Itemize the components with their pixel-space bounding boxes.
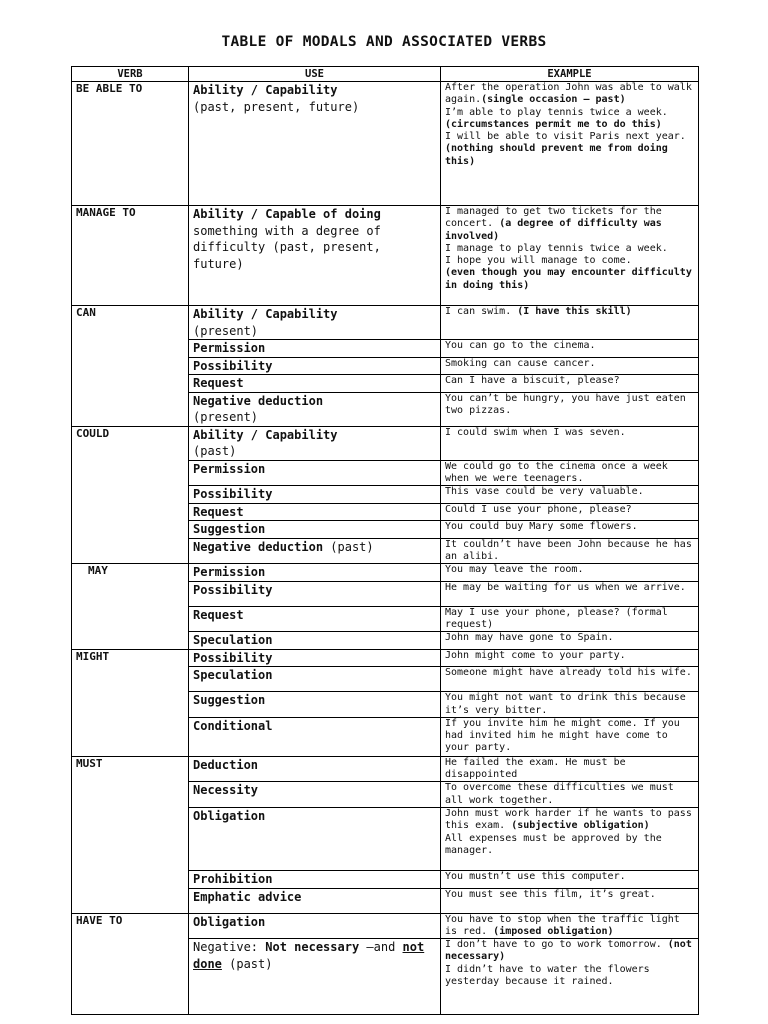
example-text: I’m able to play tennis twice a week. [445, 106, 668, 118]
use-label: Possibility [193, 582, 273, 597]
example-text: To overcome these difficulties we must all work together. [445, 782, 674, 806]
use-label: Suggestion [193, 693, 266, 708]
example-text: I could swim when I was seven. [445, 426, 626, 438]
use-cell [189, 871, 441, 889]
use-cell [189, 538, 441, 564]
example-cell [441, 581, 699, 606]
example-cell [441, 871, 699, 889]
use-cell [189, 667, 441, 692]
example-cell [441, 460, 699, 486]
use-cell [189, 306, 441, 340]
example-text: We could go to the cinema once a week when we were teenagers. [445, 460, 668, 484]
use-label: Permission [193, 461, 266, 476]
use-cell [189, 357, 441, 375]
use-label: Permission [193, 341, 266, 355]
example-cell [441, 913, 699, 939]
use-label: Suggestion [193, 522, 266, 537]
use-label: Request [193, 504, 244, 519]
example-cell [441, 888, 699, 913]
use-prefix: Negative: [193, 940, 266, 955]
table-row [72, 564, 699, 582]
example-text: You have to stop when the traffic light is red. [445, 913, 680, 937]
example-text: I will be able to visit Paris next year. [445, 131, 686, 143]
example-text: John may have gone to Spain. [445, 632, 614, 644]
example-cell [441, 340, 699, 358]
table-row [72, 913, 699, 939]
example-text: You could buy Mary some flowers. [445, 521, 638, 533]
example-cell [441, 632, 699, 650]
verb-cell: MIGHT [72, 649, 189, 756]
example-text: You might not want to drink this because it’s very bitter. [445, 692, 686, 716]
use-label: Negative deduction [193, 393, 324, 408]
example-text: If you invite him he might come. If you had invited him he might have come to your party. [445, 717, 680, 754]
example-text: May I use your phone, please? (formal request) [445, 606, 668, 630]
use-cell [189, 340, 441, 358]
example-text: John might come to your party. [445, 649, 626, 661]
use-cell [189, 564, 441, 582]
example-cell [441, 521, 699, 539]
use-cell [189, 460, 441, 486]
example-note: (I have this skill) [517, 306, 632, 317]
use-connector: –and [359, 940, 403, 955]
verb-cell: HAVE TO [72, 913, 189, 1015]
example-line [445, 107, 694, 132]
verb-cell: BE ABLE TO [72, 82, 189, 206]
table-row [72, 82, 699, 206]
use-cell [189, 606, 441, 632]
example-cell [441, 426, 699, 460]
use-cell [189, 503, 441, 521]
use-label: Not necessary [265, 940, 360, 955]
example-cell [441, 782, 699, 808]
header-verb: VERB [72, 67, 189, 82]
use-note: (present) [193, 323, 259, 338]
table-row [72, 306, 699, 340]
use-label: Ability / Capable of doing [193, 207, 381, 221]
use-label: Possibility [193, 358, 273, 373]
use-cell [189, 808, 441, 871]
use-cell [189, 632, 441, 650]
example-text: All expenses must be approved by the manager. [445, 832, 662, 856]
example-text: Someone might have already told his wife. [445, 667, 692, 679]
use-label: Emphatic advice [193, 889, 302, 904]
use-label: Possibility [193, 650, 273, 665]
use-note: (past) [323, 539, 374, 554]
example-text: He may be waiting for us when we arrive. [445, 581, 686, 593]
example-text: After the operation John was able to walk again. [445, 82, 692, 106]
header-example: EXAMPLE [441, 67, 699, 82]
use-label: Speculation [193, 633, 273, 648]
use-note: (past, present, future) [193, 99, 360, 114]
use-label: Necessity [193, 783, 259, 798]
example-cell [441, 717, 699, 756]
example-text: I hope you will manage to come. [445, 255, 632, 267]
use-label: Obligation [193, 809, 266, 824]
example-text: You can go to the cinema. [445, 340, 596, 351]
use-cell [189, 756, 441, 782]
example-note: (imposed obligation) [493, 925, 614, 937]
table-row [72, 426, 699, 460]
example-text: I managed to get two tickets for the concert. [445, 206, 662, 230]
example-text: Can I have a biscuit, please? [445, 375, 620, 386]
example-text: I don’t have to go to work tomorrow. [445, 939, 668, 951]
use-cell [189, 782, 441, 808]
example-text: Smoking can cause cancer. [445, 357, 596, 369]
use-cell [189, 649, 441, 667]
example-text: I manage to play tennis twice a week. [445, 242, 668, 254]
use-note: something with a degree of difficulty (past, present, future) [193, 223, 381, 271]
example-text: John must work harder if he wants to pass this exam. [445, 808, 692, 832]
example-cell [441, 392, 699, 426]
use-label: Ability / Capability [193, 307, 338, 321]
use-label: Obligation [193, 914, 266, 929]
example-note: (subjective obligation) [511, 820, 650, 832]
header-use: USE [189, 67, 441, 82]
use-cell [189, 521, 441, 539]
use-label: Permission [193, 565, 266, 580]
example-cell [441, 82, 699, 206]
example-text: You must see this film, it’s great. [445, 888, 656, 900]
use-cell [189, 375, 441, 393]
use-label: Ability / Capability [193, 83, 338, 97]
example-text: I can swim. [445, 306, 518, 317]
verb-cell: MANAGE TO [72, 206, 189, 306]
use-cell [189, 913, 441, 939]
example-text: You can’t be hungry, you have just eaten two pizzas. [445, 392, 686, 416]
use-cell [189, 82, 441, 206]
use-note: (past) [193, 444, 237, 458]
use-cell [189, 939, 441, 1015]
use-label: Speculation [193, 668, 273, 683]
example-text: I didn’t have to water the flowers yesterday because it rained. [445, 963, 650, 988]
example-cell [441, 756, 699, 782]
example-cell [441, 649, 699, 667]
use-label: Prohibition [193, 872, 273, 887]
verb-cell: CAN [72, 306, 189, 427]
example-cell [441, 357, 699, 375]
example-text: You mustn’t use this computer. [445, 871, 626, 883]
use-label: Negative deduction [193, 539, 324, 554]
verb-cell: MAY [72, 564, 189, 650]
page-title: TABLE OF MODALS AND ASSOCIATED VERBS [221, 34, 547, 50]
example-note: (circumstances permit me to do this) [445, 118, 662, 130]
example-note: (single occasion – past) [481, 94, 626, 106]
modals-table [71, 66, 699, 1015]
example-cell [441, 667, 699, 692]
use-label: Request [193, 376, 244, 390]
table-row [72, 206, 699, 306]
example-note: (nothing should prevent me from doing this) [445, 143, 668, 167]
use-label: Request [193, 607, 244, 622]
example-text: This vase could be very valuable. [445, 486, 644, 498]
table-row [72, 649, 699, 667]
example-text: You may leave the room. [445, 564, 584, 576]
example-cell [441, 206, 699, 306]
use-cell [189, 717, 441, 756]
example-cell [441, 306, 699, 340]
example-cell [441, 375, 699, 393]
use-cell [189, 486, 441, 504]
example-line [445, 131, 694, 168]
use-note: (past) [221, 956, 273, 971]
verb-cell: COULD [72, 426, 189, 564]
example-cell [441, 692, 699, 718]
example-note: (even though you may encounter difficulty in doing this) [445, 267, 692, 291]
example-cell [441, 538, 699, 564]
use-label: Conditional [193, 718, 273, 733]
example-cell [441, 808, 699, 871]
example-text: Could I use your phone, please? [445, 503, 632, 515]
use-note: (present) [193, 410, 259, 424]
use-cell [189, 888, 441, 913]
use-label: Deduction [193, 757, 259, 772]
use-label: Ability / Capability [193, 427, 338, 442]
example-cell [441, 503, 699, 521]
use-cell [189, 206, 441, 306]
use-cell [189, 581, 441, 606]
example-cell [441, 606, 699, 632]
example-cell [441, 939, 699, 1015]
use-cell [189, 392, 441, 426]
example-text: It couldn’t have been John because he has an alibi. [445, 538, 692, 562]
use-label: Possibility [193, 487, 273, 502]
verb-cell: MUST [72, 756, 189, 913]
example-cell [441, 564, 699, 582]
table-row [72, 756, 699, 782]
table-header-row [72, 67, 699, 82]
example-cell [441, 486, 699, 504]
use-underlined: not done [193, 940, 425, 971]
use-cell [189, 692, 441, 718]
example-note: (not necessary) [445, 939, 692, 963]
example-note: (a degree of difficulty was involved) [445, 218, 662, 242]
example-text: He failed the exam. He must be disappointed [445, 756, 626, 781]
use-cell [189, 426, 441, 460]
